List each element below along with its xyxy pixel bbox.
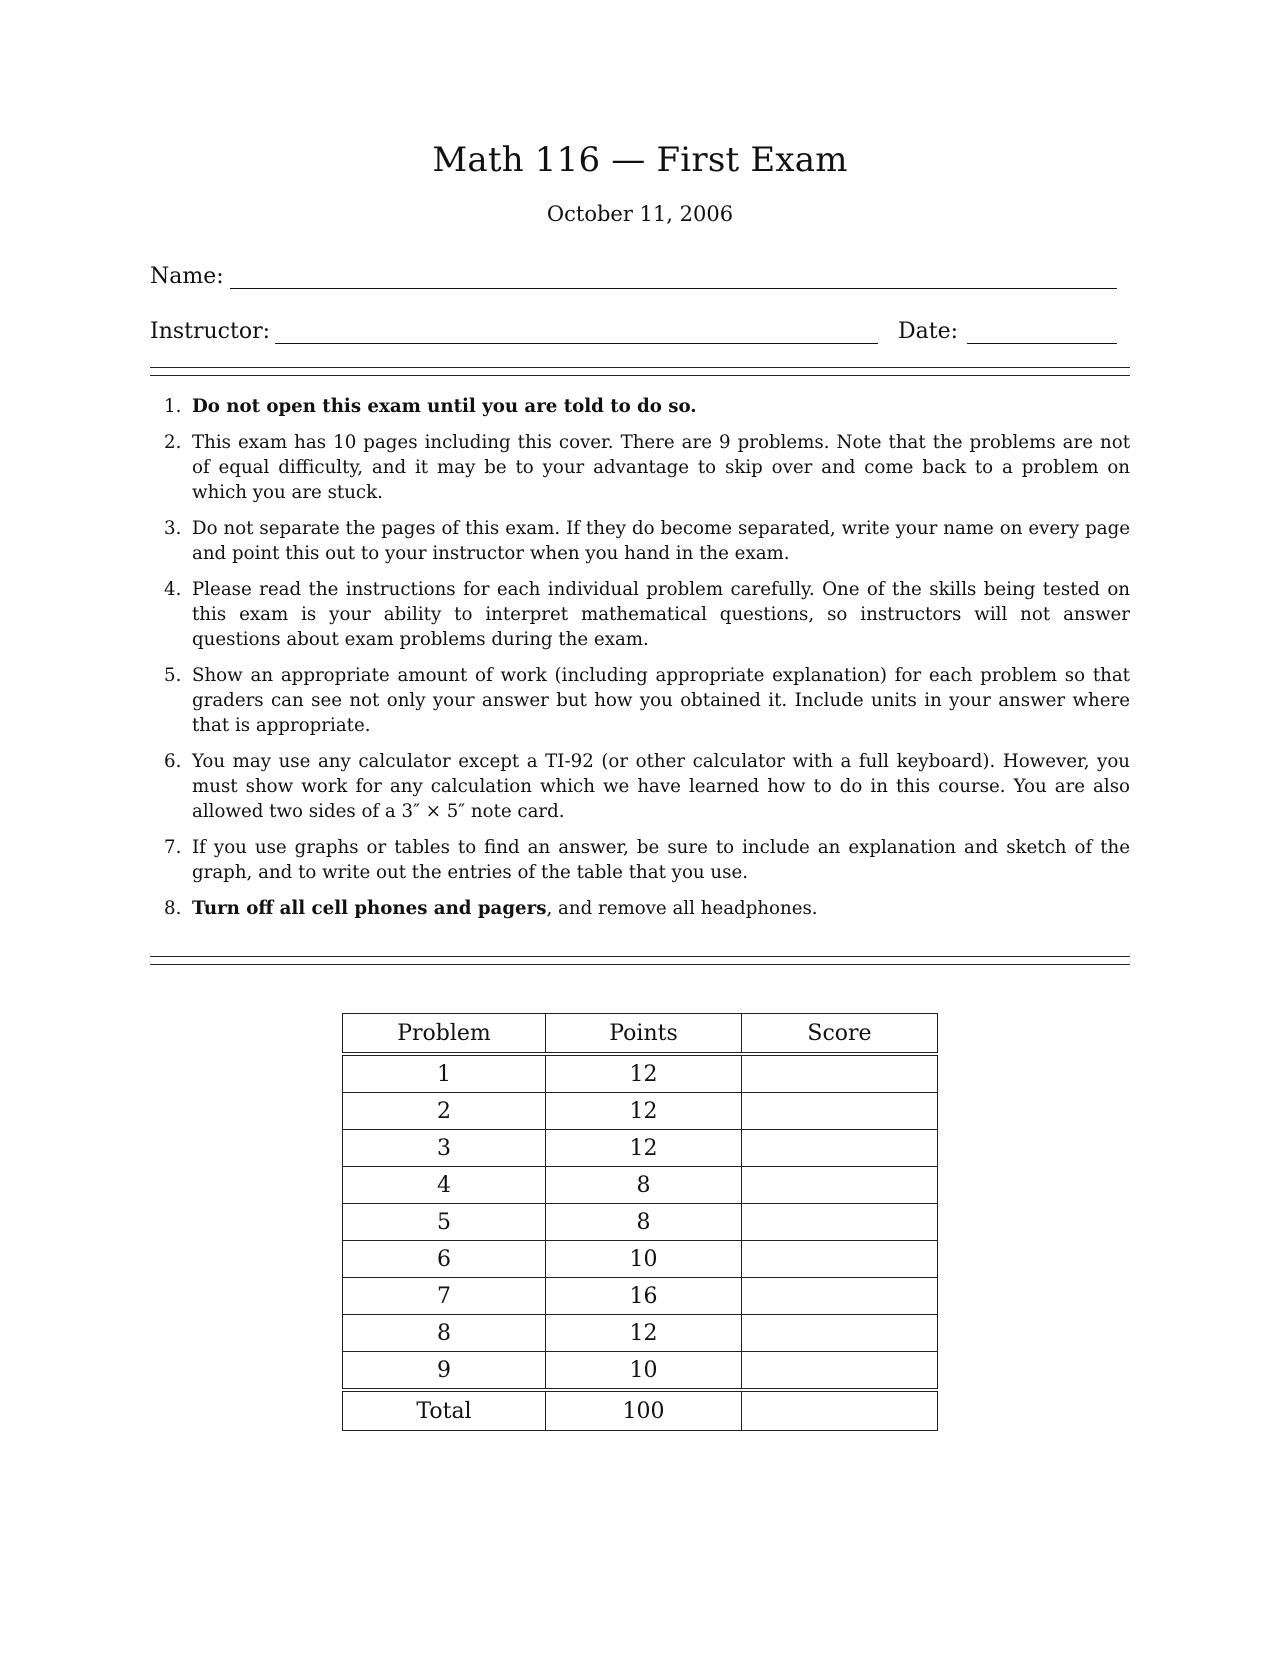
problem-score[interactable] bbox=[742, 1204, 938, 1241]
header-points: Points bbox=[546, 1014, 742, 1055]
table-row bbox=[343, 1093, 938, 1130]
table-row bbox=[343, 1130, 938, 1167]
instruction-item: 2. This exam has 10 pages including this cover. There are 9 problems. Note that the problems are not of equal difficulty, and it may be to your advantage to skip over and come back to a problem on which you are stuck. bbox=[164, 432, 1130, 503]
problem-points: 8 bbox=[546, 1167, 742, 1204]
score-table bbox=[342, 1013, 938, 1431]
problem-points: 12 bbox=[546, 1315, 742, 1352]
date-label: Date: bbox=[898, 319, 959, 344]
total-row bbox=[343, 1390, 938, 1431]
table-row bbox=[343, 1167, 938, 1204]
instruction-item: 8. Turn off all cell phones and pagers, and remove all headphones. bbox=[164, 898, 818, 919]
problem-number: 8 bbox=[343, 1315, 546, 1352]
problem-points: 12 bbox=[546, 1093, 742, 1130]
exam-title: Math 116 — First Exam bbox=[432, 140, 848, 180]
total-label: Total bbox=[343, 1390, 546, 1431]
name-blank[interactable] bbox=[230, 288, 1117, 289]
instructor-blank[interactable] bbox=[275, 343, 878, 344]
date-blank[interactable] bbox=[967, 343, 1117, 344]
table-row bbox=[343, 1241, 938, 1278]
problem-score[interactable] bbox=[742, 1167, 938, 1204]
table-row bbox=[343, 1054, 938, 1093]
instruction-item: 1. Do not open this exam until you are told to do so. bbox=[164, 396, 697, 417]
instruction-item: 3. Do not separate the pages of this exam. If they do become separated, write your name on every page and point this out to your instructor when you hand in the exam. bbox=[164, 518, 1130, 564]
table-row bbox=[343, 1315, 938, 1352]
table-row bbox=[343, 1204, 938, 1241]
problem-points: 10 bbox=[546, 1241, 742, 1278]
table-row bbox=[343, 1278, 938, 1315]
problem-number: 2 bbox=[343, 1093, 546, 1130]
problem-number: 9 bbox=[343, 1352, 546, 1391]
problem-points: 8 bbox=[546, 1204, 742, 1241]
problem-number: 1 bbox=[343, 1054, 546, 1093]
total-score[interactable] bbox=[742, 1390, 938, 1431]
instruction-item: 5. Show an appropriate amount of work (including appropriate explanation) for each problem so that graders can see not only your answer but how you obtained it. Include units in your answer where that is appropriate. bbox=[164, 665, 1130, 736]
bottom-divider bbox=[150, 956, 1130, 965]
header-problem: Problem bbox=[343, 1014, 546, 1055]
problem-score[interactable] bbox=[742, 1130, 938, 1167]
problem-number: 5 bbox=[343, 1204, 546, 1241]
problem-score[interactable] bbox=[742, 1278, 938, 1315]
problem-number: 3 bbox=[343, 1130, 546, 1167]
problem-points: 12 bbox=[546, 1130, 742, 1167]
problem-score[interactable] bbox=[742, 1054, 938, 1093]
table-header-row bbox=[343, 1014, 938, 1055]
name-label: Name: bbox=[150, 264, 224, 289]
problem-score[interactable] bbox=[742, 1241, 938, 1278]
instruction-item: 7. If you use graphs or tables to find an answer, be sure to include an explanation and sketch of the graph, and to write out the entries of the table that you use. bbox=[164, 837, 1130, 883]
problem-score[interactable] bbox=[742, 1093, 938, 1130]
problem-points: 10 bbox=[546, 1352, 742, 1391]
instruction-item: 4. Please read the instructions for each individual problem carefully. One of the skills being tested on this exam is your ability to interpret mathematical questions, so instructors will not answer questions about exam problems during the exam. bbox=[164, 579, 1130, 650]
top-divider bbox=[150, 367, 1130, 376]
problem-score[interactable] bbox=[742, 1352, 938, 1391]
problem-number: 7 bbox=[343, 1278, 546, 1315]
problem-points: 12 bbox=[546, 1054, 742, 1093]
problem-number: 4 bbox=[343, 1167, 546, 1204]
instruction-item: 6. You may use any calculator except a TI-92 (or other calculator with a full keyboard). However, you must show work for any calculation which we have learned how to do in this course. You are also allowed two sides of a 3″ × 5″ note card. bbox=[164, 751, 1130, 822]
exam-date: October 11, 2006 bbox=[546, 202, 734, 226]
total-points: 100 bbox=[546, 1390, 742, 1431]
problem-number: 6 bbox=[343, 1241, 546, 1278]
instructions-list bbox=[150, 394, 1130, 932]
header-score: Score bbox=[742, 1014, 938, 1055]
table-row bbox=[343, 1352, 938, 1391]
problem-points: 16 bbox=[546, 1278, 742, 1315]
instructor-label: Instructor: bbox=[150, 319, 271, 344]
problem-score[interactable] bbox=[742, 1315, 938, 1352]
